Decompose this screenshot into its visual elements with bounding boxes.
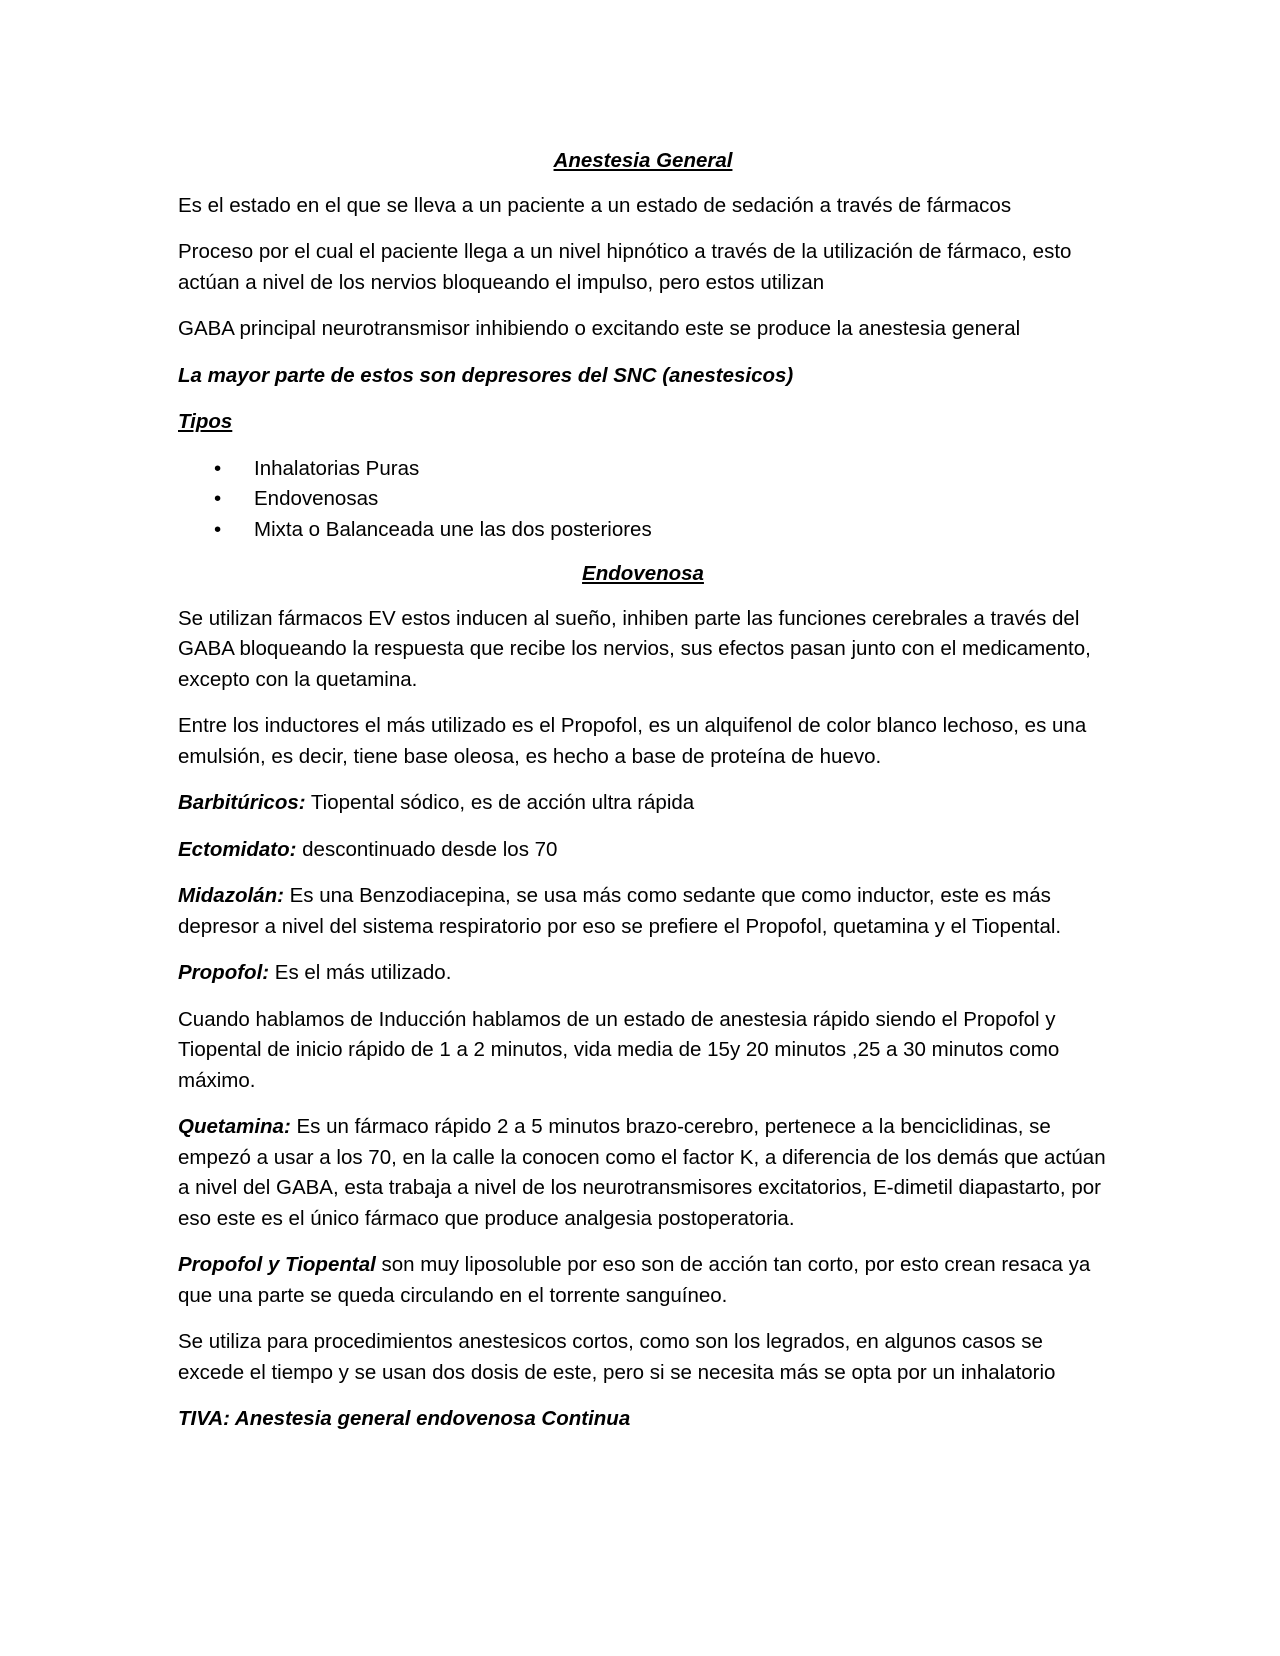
term-label: Quetamina: [178, 1115, 291, 1138]
document-page [178, 146, 1108, 1451]
bullet-icon: • [214, 517, 222, 541]
term-label: Ectomidato: [178, 837, 297, 861]
induccion-paragraph: Cuando hablamos de Inducción hablamos de un estado de anestesia rápido siendo el Propofol y Tiopental de inicio rápido de 1 a 2 minutos, vida media de 15y 20 minutos ,25 a 30 minutos como máximo. [178, 1007, 1060, 1092]
ectomidato-paragraph: Ectomidato: descontinuado desde los 70 [178, 837, 558, 861]
highlight-statement: La mayor parte de estos son depresores del SNC (anestesicos) [178, 363, 794, 387]
intro-paragraph-1: Es el estado en el que se lleva a un paciente a un estado de sedación a través de fármacos [178, 193, 1012, 217]
tiva-heading: TIVA: Anestesia general endovenosa Continua [178, 1407, 631, 1430]
document-title: Anestesia General [553, 149, 733, 172]
propofol-tiopental-paragraph: Propofol y Tiopental son muy liposoluble por eso son de acción tan corto, por esto crean resaca ya que una parte se queda circulando en el torrente sanguíneo. [178, 1253, 1091, 1307]
endovenosa-paragraph-1: Se utilizan fármacos EV estos inducen al sueño, inhiben parte las funciones cerebrales a través del GABA bloqueando la respuesta que recibe los nervios, sus efectos pasan junto con el medicamento, excepto con la quetamina. [178, 606, 1091, 691]
list-item: • Inhalatorias Puras [178, 454, 1108, 485]
bullet-icon: • [214, 487, 222, 510]
bullet-icon: • [214, 456, 222, 480]
tipos-list [178, 454, 1108, 546]
procedimientos-paragraph: Se utiliza para procedimientos anestesicos cortos, como son los legrados, en algunos casos se excede el tiempo y se usan dos dosis de este, pero si se necesita más se opta por un inhalatorio [178, 1330, 1056, 1384]
term-label: Barbitúricos: [178, 791, 306, 814]
intro-paragraph-2: Proceso por el cual el paciente llega a un nivel hipnótico a través de la utilización de fármaco, esto actúan a nivel de los nervios bloqueando el impulso, pero estos utilizan [178, 240, 1072, 294]
propofol-paragraph: Propofol: Es el más utilizado. [178, 961, 452, 984]
endovenosa-paragraph-2: Entre los inductores el más utilizado es el Propofol, es un alquifenol de color blanco lechoso, es una emulsión, es decir, tiene base oleosa, es hecho a base de proteína de huevo. [178, 714, 1087, 768]
list-item: • Endovenosas [178, 484, 1108, 515]
endovenosa-heading: Endovenosa [582, 562, 704, 585]
quetamina-paragraph: Quetamina: Es un fármaco rápido 2 a 5 minutos brazo-cerebro, pertenece a la benciclidinas, se empezó a usar a los 70, en la calle la conocen como el factor K, a diferencia de los demás que actúan a nivel del GABA, esta trabaja a nivel de los neurotransmisores excitatorios, E-dimetil diapastarto, por eso este es el único fármaco que produce analgesia postoperatoria. [178, 1115, 1106, 1230]
list-item: • Mixta o Balanceada une las dos posteriores [178, 515, 1108, 546]
tipos-heading: Tipos [178, 410, 233, 433]
barbituricos-paragraph: Barbitúricos: Tiopental sódico, es de acción ultra rápida [178, 791, 695, 814]
intro-paragraph-3: GABA principal neurotransmisor inhibiendo o excitando este se produce la anestesia general [178, 317, 1021, 340]
midazolan-paragraph: Midazolán: Es una Benzodiacepina, se usa más como sedante que como inductor, este es más depresor a nivel del sistema respiratorio por eso se prefiere el Propofol, quetamina y el Tiopental. [178, 884, 1062, 938]
term-label: Propofol: [178, 961, 270, 984]
term-label: Midazolán: [178, 884, 284, 907]
term-label: Propofol y Tiopental [178, 1253, 376, 1276]
